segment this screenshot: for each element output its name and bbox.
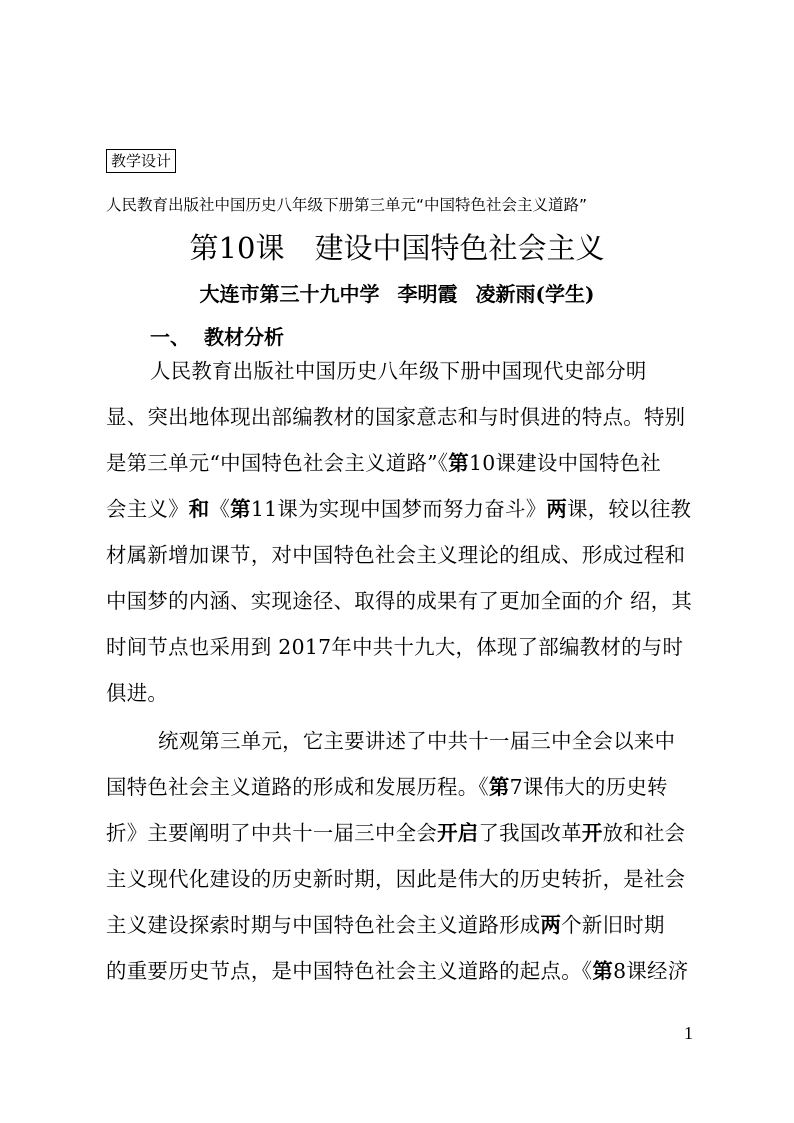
text-run: 主义建设探索时期与中国特色社会主义道路形成 bbox=[106, 913, 541, 937]
paragraph-line bbox=[106, 910, 692, 940]
document-type-tag: 教学设计 bbox=[106, 149, 176, 173]
author-line bbox=[0, 278, 794, 310]
paragraph-line: 显、突出地体现出部编教材的国家意志和与时俱进的特点。特别 bbox=[106, 405, 686, 429]
section-heading bbox=[150, 322, 284, 352]
bold-text: 和 bbox=[188, 497, 210, 521]
text-run: 《 bbox=[209, 497, 231, 521]
text-run: 是第三单元“中国特色社会主义道路”《 bbox=[106, 451, 449, 475]
author-student: 凌新雨(学生) bbox=[475, 282, 595, 306]
text-run: 11课为实现中国梦而努力奋斗》 bbox=[250, 497, 547, 521]
paragraph-line bbox=[106, 494, 692, 524]
page-number: 1 bbox=[684, 1023, 693, 1043]
author-school: 大连市第三十九中学 bbox=[199, 282, 380, 306]
text-run: 10课建设中国特色社 bbox=[469, 451, 662, 475]
bold-text: 开启 bbox=[437, 821, 479, 845]
title-lesson: 课 bbox=[255, 231, 285, 265]
paragraph-line: 人民教育出版社中国历史八年级下册中国现代史部分明 bbox=[150, 359, 647, 383]
paragraph-line: 统观第三单元，它主要讲述了中共十一届三中全会以来中 bbox=[158, 729, 676, 753]
paragraph-line: 材属新增加课节，对中国特色社会主义理论的组成、形成过程和 bbox=[106, 543, 686, 567]
section-title: 教材分析 bbox=[204, 325, 284, 349]
paragraph-line: 时间节点也采用到 2017年中共十九大，体现了部编教材的与时 bbox=[106, 635, 684, 659]
text-run: 个新旧时期 bbox=[561, 913, 665, 937]
paragraph-line: 俱进。 bbox=[106, 681, 169, 705]
text-run: 放和社会 bbox=[602, 821, 686, 845]
text-run: 的重要历史节点，是中国特色社会主义道路的起点。《 bbox=[106, 959, 593, 983]
paragraph-line: 主义现代化建设的历史新时期，因此是伟大的历史转折，是社会 bbox=[106, 867, 686, 891]
text-run: 会主义》 bbox=[106, 497, 189, 521]
source-line: 人民教育出版社中国历史八年级下册第三单元“中国特色社会主义道路” bbox=[106, 196, 588, 214]
bold-text: 两 bbox=[540, 913, 562, 937]
paragraph-line bbox=[106, 956, 692, 986]
bold-text: 第 bbox=[230, 497, 251, 521]
bold-text: 第 bbox=[448, 451, 469, 475]
bold-text: 第 bbox=[488, 775, 510, 799]
text-run: 了我国改革 bbox=[478, 821, 582, 845]
title-name: 建设中国特色社会主义 bbox=[314, 231, 605, 265]
text-run: 课，较以往教 bbox=[567, 497, 692, 521]
text-run: 7课伟大的历史转 bbox=[509, 775, 668, 799]
title-number: 10 bbox=[218, 231, 256, 265]
section-marker: 一、 bbox=[150, 325, 190, 349]
author-teacher: 李明霞 bbox=[397, 282, 458, 306]
paragraph-line bbox=[106, 772, 692, 802]
lesson-title bbox=[0, 226, 794, 270]
text-run: 国特色社会主义道路的形成和发展历程。《 bbox=[106, 775, 489, 799]
paragraph-line bbox=[106, 818, 692, 848]
bold-text: 第 bbox=[592, 959, 614, 983]
paragraph-line: 中国梦的内涵、实现途径、取得的成果有了更加全面的介 绍，其 bbox=[106, 589, 693, 613]
paragraph-line bbox=[106, 448, 692, 478]
title-prefix: 第 bbox=[189, 231, 219, 265]
text-run: 8课经济 bbox=[613, 959, 689, 983]
text-run: 折》主要阐明了中共十一届三中全会 bbox=[106, 821, 438, 845]
bold-text: 开 bbox=[581, 821, 603, 845]
bold-text: 两 bbox=[546, 497, 568, 521]
